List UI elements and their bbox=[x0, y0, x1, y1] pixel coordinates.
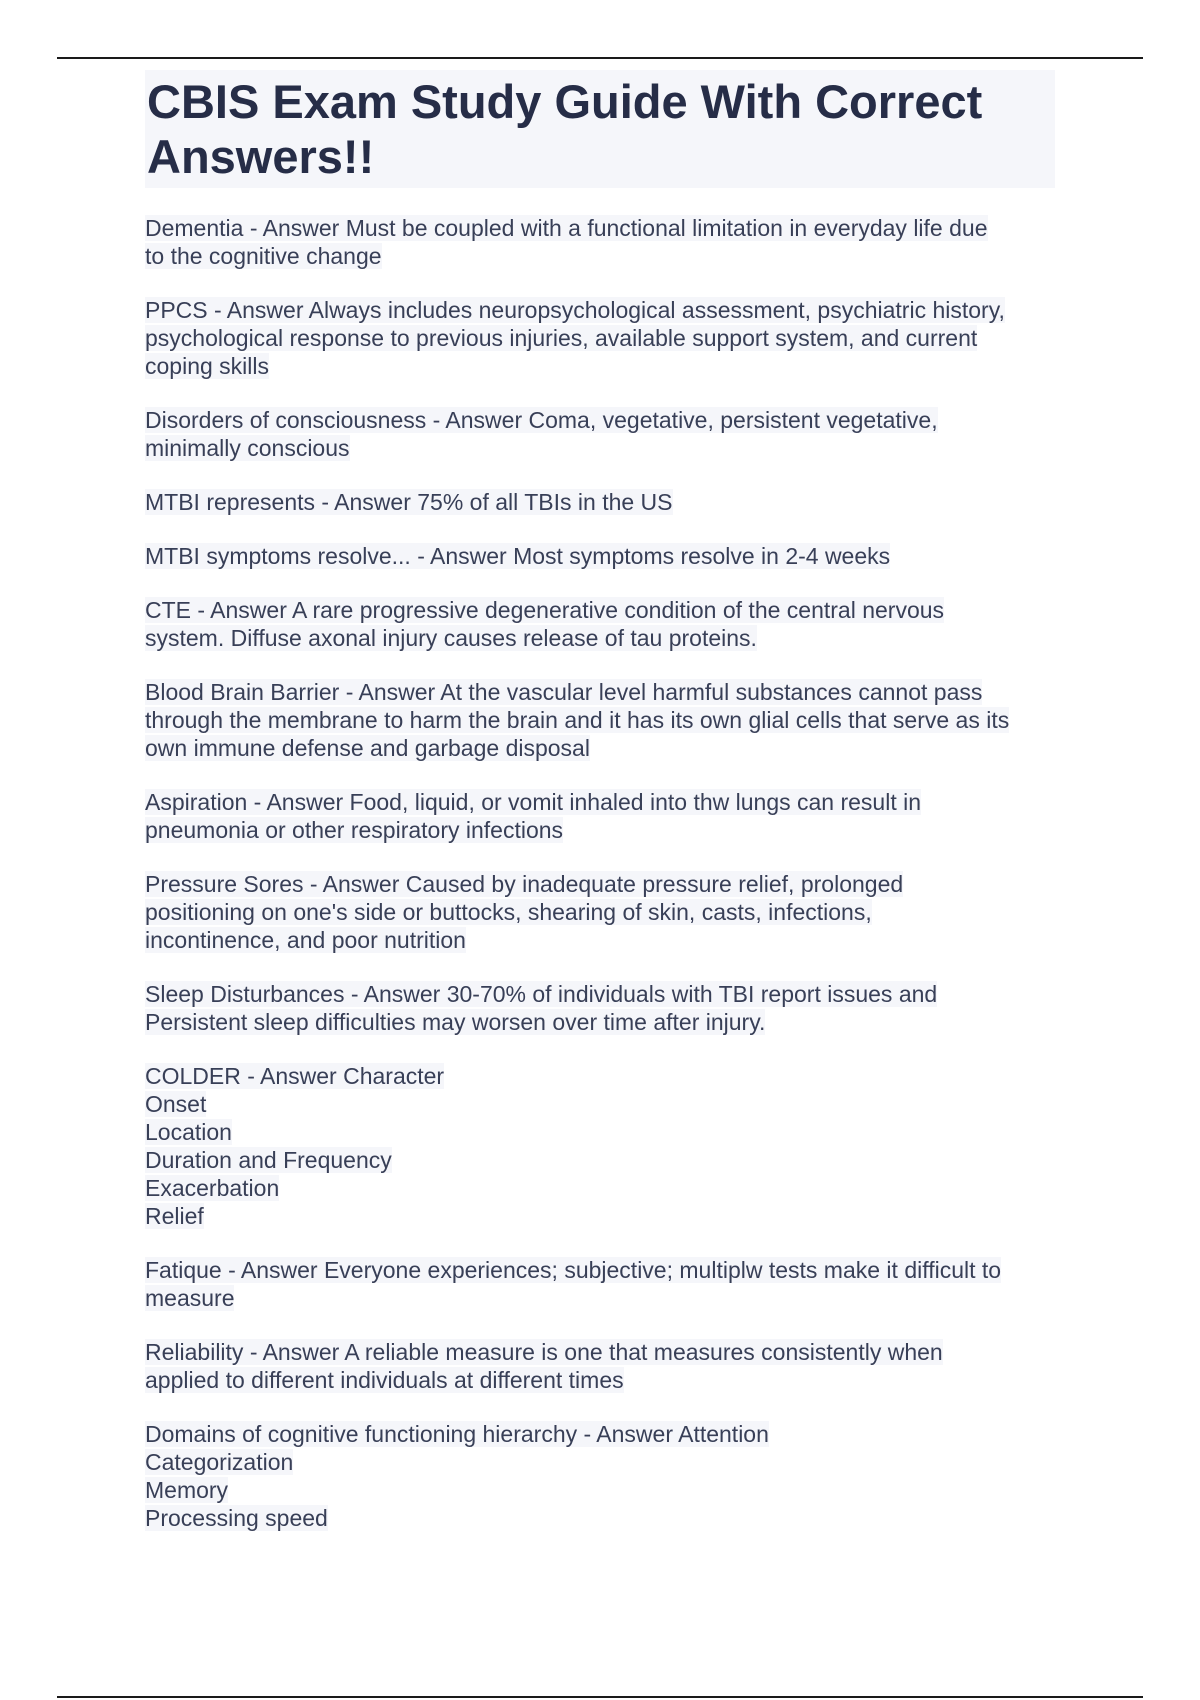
qa-line-text: Relief bbox=[145, 1203, 204, 1229]
qa-line-text: coping skills bbox=[145, 353, 269, 379]
qa-line bbox=[145, 898, 1055, 926]
qa-line-text: COLDER - Answer Character bbox=[145, 1063, 445, 1089]
qa-line bbox=[145, 214, 1055, 242]
qa-line-text: Domains of cognitive functioning hierarchy - Answer Attention bbox=[145, 1421, 769, 1447]
qa-entry bbox=[145, 1338, 1055, 1394]
qa-entry bbox=[145, 596, 1055, 652]
qa-line bbox=[145, 706, 1055, 734]
top-rule bbox=[57, 57, 1143, 59]
qa-entry bbox=[145, 980, 1055, 1036]
bottom-rule bbox=[57, 1696, 1143, 1698]
qa-line-text: Blood Brain Barrier - Answer At the vascular level harmful substances cannot pass bbox=[145, 679, 983, 705]
qa-line-text: MTBI represents - Answer 75% of all TBIs in the US bbox=[145, 489, 673, 515]
qa-entry bbox=[145, 1062, 1055, 1230]
qa-line-text: Exacerbation bbox=[145, 1175, 280, 1201]
qa-line bbox=[145, 1504, 1055, 1532]
qa-line bbox=[145, 980, 1055, 1008]
qa-line bbox=[145, 242, 1055, 270]
qa-line bbox=[145, 296, 1055, 324]
qa-line-text: minimally conscious bbox=[145, 435, 350, 461]
qa-line bbox=[145, 870, 1055, 898]
qa-entry bbox=[145, 678, 1055, 762]
qa-line bbox=[145, 1476, 1055, 1504]
qa-entry bbox=[145, 488, 1055, 516]
qa-line-text: Pressure Sores - Answer Caused by inadequate pressure relief, prolonged bbox=[145, 871, 904, 897]
qa-line-text: incontinence, and poor nutrition bbox=[145, 927, 466, 953]
qa-line-text: own immune defense and garbage disposal bbox=[145, 735, 590, 761]
qa-line bbox=[145, 488, 1055, 516]
qa-line bbox=[145, 734, 1055, 762]
qa-line-text: Location bbox=[145, 1119, 232, 1145]
qa-line bbox=[145, 1174, 1055, 1202]
qa-line bbox=[145, 816, 1055, 844]
qa-line bbox=[145, 1366, 1055, 1394]
qa-line-text: Duration and Frequency bbox=[145, 1147, 392, 1173]
qa-entry bbox=[145, 214, 1055, 270]
qa-line-text: Sleep Disturbances - Answer 30-70% of individuals with TBI report issues and bbox=[145, 981, 938, 1007]
qa-entry bbox=[145, 542, 1055, 570]
qa-line-text: positioning on one's side or buttocks, shearing of skin, casts, infections, bbox=[145, 899, 872, 925]
qa-line bbox=[145, 1202, 1055, 1230]
qa-line-text: Persistent sleep difficulties may worsen over time after injury. bbox=[145, 1009, 766, 1035]
qa-line-text: system. Diffuse axonal injury causes release of tau proteins. bbox=[145, 625, 757, 651]
qa-entry bbox=[145, 1420, 1055, 1532]
qa-line bbox=[145, 406, 1055, 434]
qa-line bbox=[145, 1008, 1055, 1036]
qa-line-text: pneumonia or other respiratory infections bbox=[145, 817, 564, 843]
qa-line bbox=[145, 1420, 1055, 1448]
qa-line bbox=[145, 1118, 1055, 1146]
qa-line bbox=[145, 324, 1055, 352]
qa-line-text: Onset bbox=[145, 1091, 207, 1117]
qa-line-text: Fatique - Answer Everyone experiences; subjective; multiplw tests make it difficult to bbox=[145, 1257, 1002, 1283]
qa-line-text: Aspiration - Answer Food, liquid, or vomit inhaled into thw lungs can result in bbox=[145, 789, 922, 815]
qa-line-text: measure bbox=[145, 1285, 235, 1311]
qa-line-text: psychological response to previous injuries, available support system, and current bbox=[145, 325, 978, 351]
qa-line-text: Categorization bbox=[145, 1449, 294, 1475]
qa-line-text: Disorders of consciousness - Answer Coma, vegetative, persistent vegetative, bbox=[145, 407, 938, 433]
qa-line bbox=[145, 596, 1055, 624]
qa-line-text: MTBI symptoms resolve... - Answer Most symptoms resolve in 2-4 weeks bbox=[145, 543, 891, 569]
qa-line bbox=[145, 542, 1055, 570]
qa-line-text: CTE - Answer A rare progressive degenerative condition of the central nervous bbox=[145, 597, 945, 623]
qa-line bbox=[145, 1256, 1055, 1284]
qa-entry bbox=[145, 870, 1055, 954]
qa-line bbox=[145, 678, 1055, 706]
qa-line bbox=[145, 1090, 1055, 1118]
qa-line-text: Reliability - Answer A reliable measure is one that measures consistently when bbox=[145, 1339, 943, 1365]
qa-entry bbox=[145, 788, 1055, 844]
qa-line bbox=[145, 1448, 1055, 1476]
qa-list bbox=[145, 214, 1055, 1532]
qa-line bbox=[145, 352, 1055, 380]
qa-entry bbox=[145, 406, 1055, 462]
qa-line bbox=[145, 926, 1055, 954]
qa-line-text: through the membrane to harm the brain and it has its own glial cells that serve as its bbox=[145, 707, 1010, 733]
qa-line-text: Memory bbox=[145, 1477, 229, 1503]
qa-line bbox=[145, 788, 1055, 816]
qa-entry bbox=[145, 296, 1055, 380]
qa-line-text: Dementia - Answer Must be coupled with a functional limitation in everyday life due bbox=[145, 215, 988, 241]
qa-line bbox=[145, 624, 1055, 652]
qa-line-text: PPCS - Answer Always includes neuropsychological assessment, psychiatric history, bbox=[145, 297, 1005, 323]
qa-line bbox=[145, 1146, 1055, 1174]
document-body bbox=[145, 70, 1055, 1558]
qa-line bbox=[145, 434, 1055, 462]
qa-line-text: applied to different individuals at different times bbox=[145, 1367, 624, 1393]
qa-line bbox=[145, 1062, 1055, 1090]
qa-line bbox=[145, 1284, 1055, 1312]
qa-line-text: to the cognitive change bbox=[145, 243, 382, 269]
document-title: CBIS Exam Study Guide With Correct Answers!! bbox=[145, 70, 1055, 188]
qa-entry bbox=[145, 1256, 1055, 1312]
qa-line bbox=[145, 1338, 1055, 1366]
qa-line-text: Processing speed bbox=[145, 1505, 328, 1531]
